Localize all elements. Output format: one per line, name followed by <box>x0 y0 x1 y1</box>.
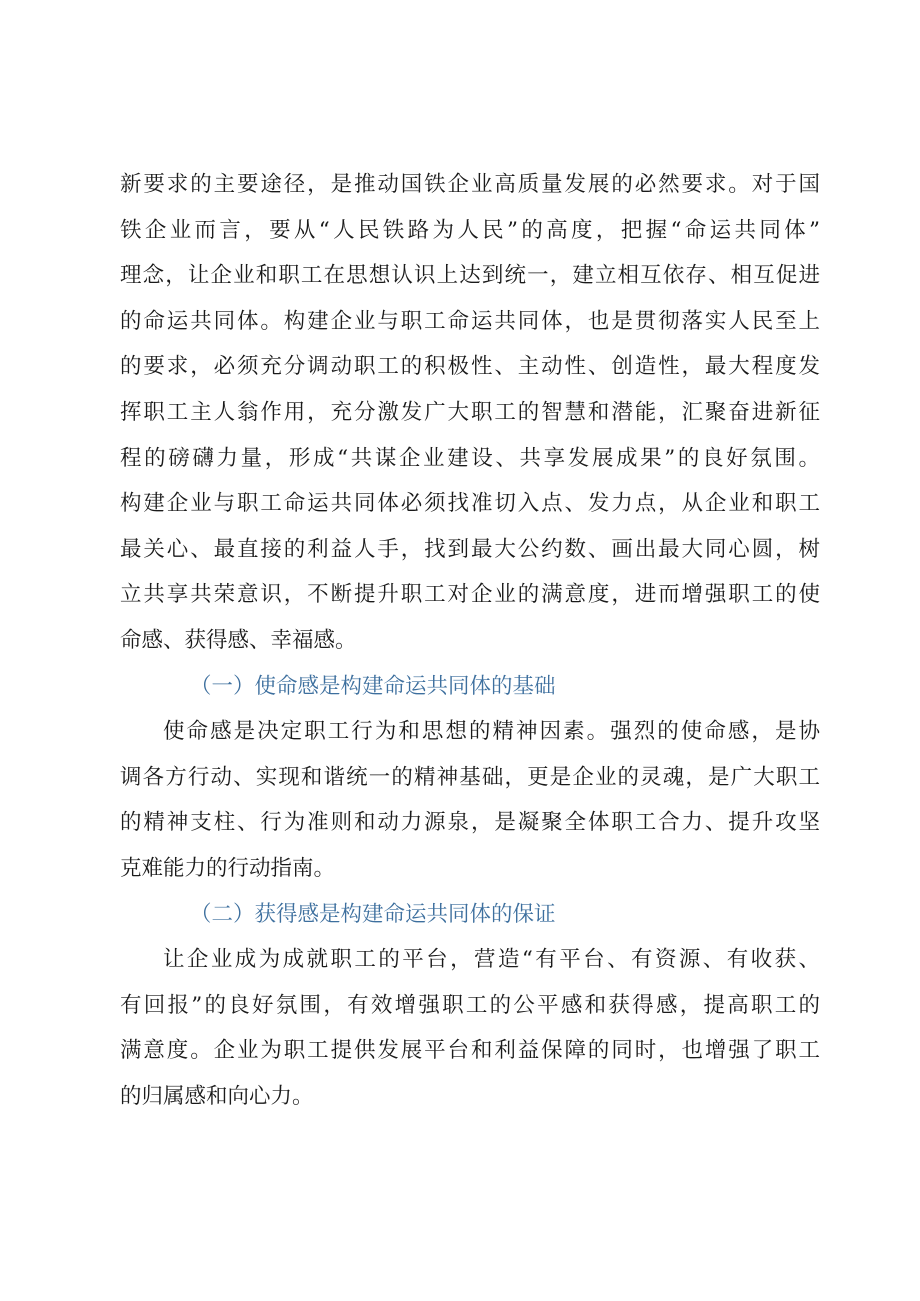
body-text-line: 程的磅礴力量，形成“共谋企业建设、共享发展成果”的良好氛围。 <box>120 445 820 471</box>
body-text-line: 理念，让企业和职工在思想认识上达到统一，建立相互依存、相互促进 <box>120 263 820 289</box>
body-text-line: 有回报”的良好氛围，有效增强职工的公平感和获得感，提高职工的 <box>120 992 820 1018</box>
body-text-line: 克难能力的行动指南。 <box>120 855 336 881</box>
body-text-line: 的精神支柱、行为准则和动力源泉，是凝聚全体职工合力、提升攻坚 <box>120 810 820 836</box>
body-text-line: 立共享共荣意识，不断提升职工对企业的满意度，进而增强职工的使 <box>120 582 820 608</box>
body-text-line: 满意度。企业为职工提供发展平台和利益保障的同时，也增强了职工 <box>120 1038 820 1064</box>
body-text-line: 命感、获得感、幸福感。 <box>120 627 357 653</box>
body-text-line: 最关心、最直接的利益人手，找到最大公约数、画出最大同心圆，树 <box>120 536 820 562</box>
body-text-line: 新要求的主要途径，是推动国铁企业高质量发展的必然要求。对于国 <box>120 172 820 197</box>
section-heading-2: （二）获得感是构建命运共同体的保证 <box>190 901 556 927</box>
body-text-line: 的要求，必须充分调动职工的积极性、主动性、创造性，最大程度发 <box>120 354 820 380</box>
body-text-line: 铁企业而言，要从“人民铁路为人民”的高度，把握“命运共同体” <box>120 217 820 243</box>
body-text-line: 使命感是决定职工行为和思想的精神因素。强烈的使命感，是协 <box>163 719 820 745</box>
body-text-line: 挥职工主人翁作用，充分激发广大职工的智慧和潜能，汇聚奋进新征 <box>120 399 820 425</box>
body-text-line: 的归属感和向心力。 <box>120 1083 314 1109</box>
body-text-line: 让企业成为成就职工的平台，营造“有平台、有资源、有收获、 <box>163 947 820 973</box>
body-text-line: 的命运共同体。构建企业与职工命运共同体，也是贯彻落实人民至上 <box>120 308 820 334</box>
section-heading-1: （一）使命感是构建命运共同体的基础 <box>190 673 556 699</box>
document-page <box>120 162 820 1119</box>
body-text-line: 调各方行动、实现和谐统一的精神基础，更是企业的灵魂，是广大职工 <box>120 764 820 790</box>
body-text-line: 构建企业与职工命运共同体必须找准切入点、发力点，从企业和职工 <box>120 491 820 517</box>
